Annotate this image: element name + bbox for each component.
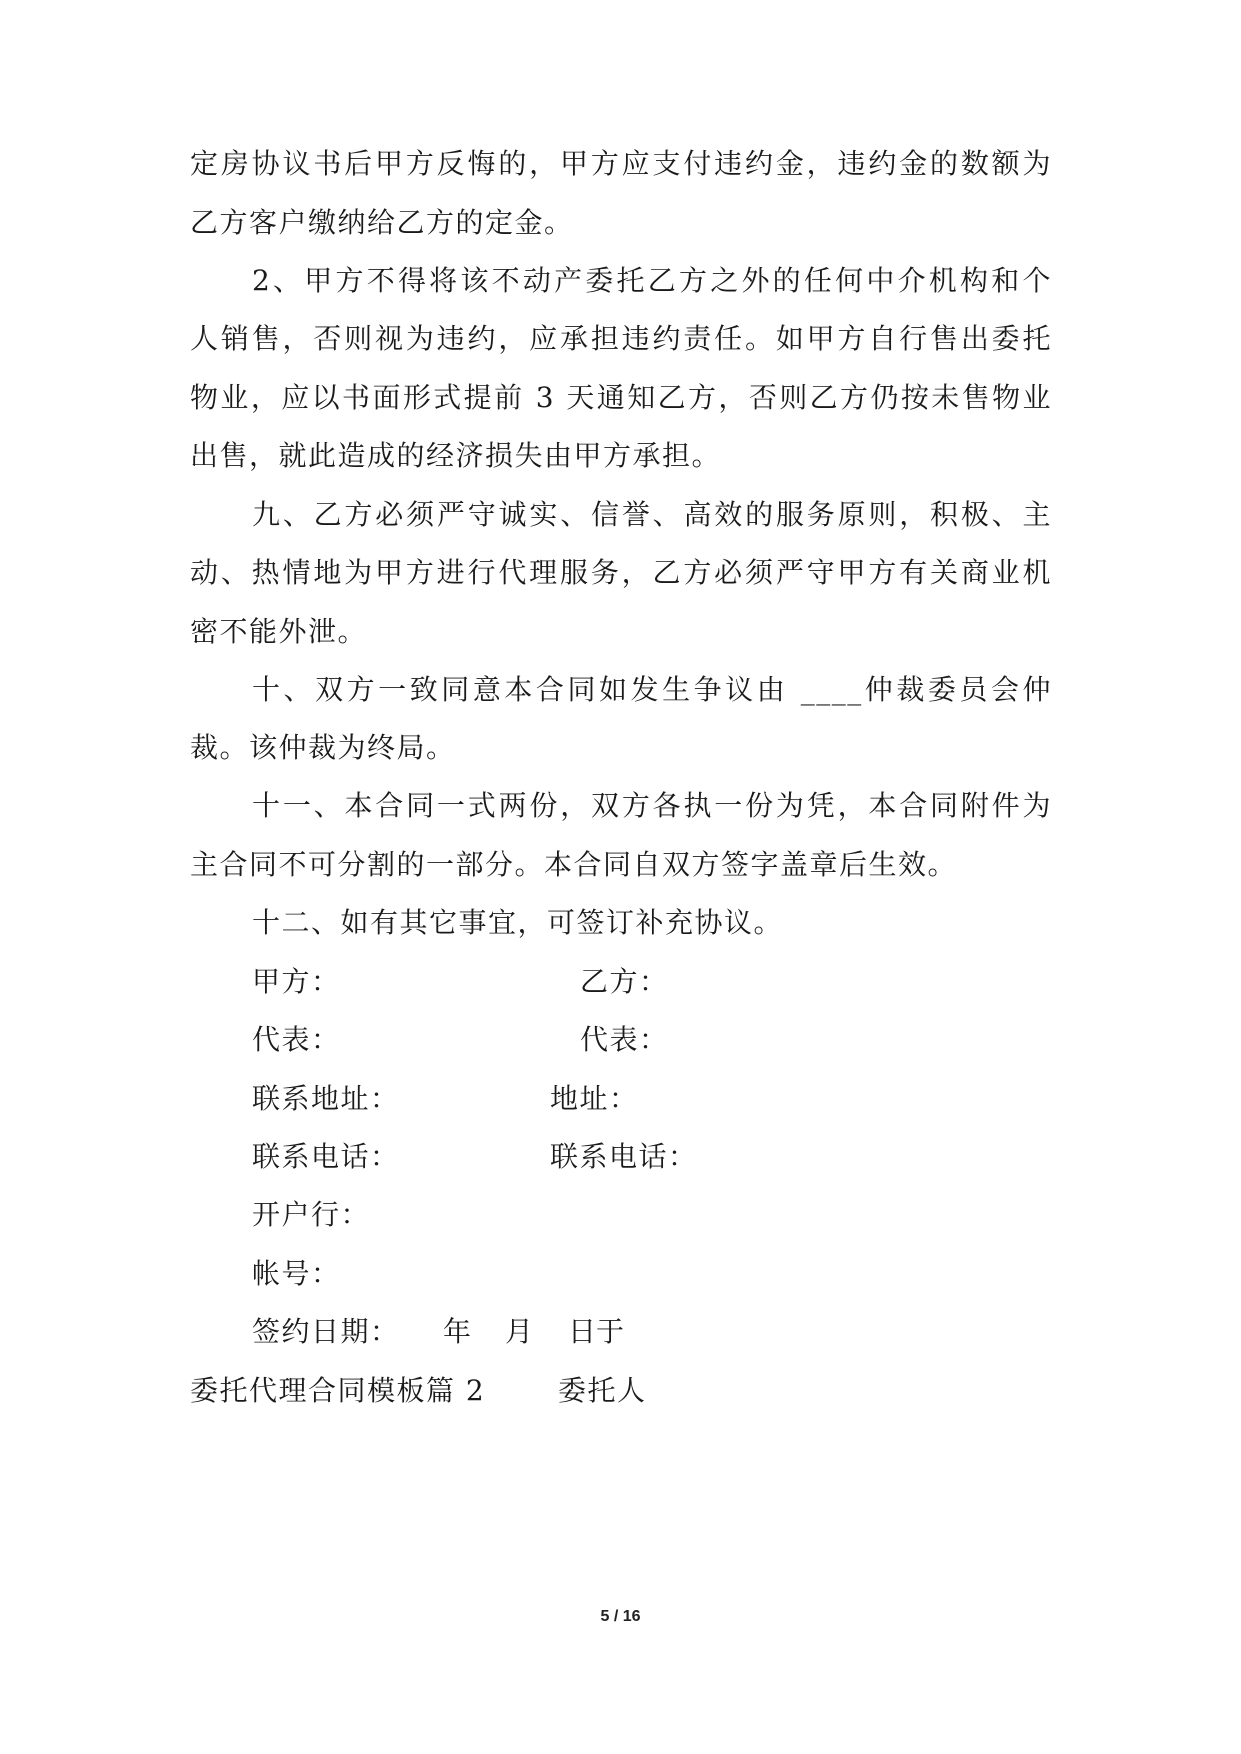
text-line: 裁。该仲裁为终局。 [190, 731, 456, 764]
text-line: 人销售，否则视为违约，应承担违约责任。如甲方自行售出委托 [190, 322, 1052, 355]
text-line: 出售，就此造成的经济损失由甲方承担。 [190, 439, 722, 472]
sign-date-month: 月 [505, 1315, 534, 1348]
page-number: 5 / 16 [600, 1608, 641, 1625]
text-line: 十二、如有其它事宜，可签订补充协议。 [252, 906, 784, 939]
text-line: 密不能外泄。 [190, 615, 368, 648]
party-b-label: 乙方： [580, 965, 669, 998]
sign-date-day: 日于 [568, 1315, 625, 1348]
text-line: 乙方客户缴纳给乙方的定金。 [190, 206, 574, 239]
text-line: 十一、本合同一式两份，双方各执一份为凭，本合同附件为 [252, 789, 1052, 822]
phone-a-label: 联系电话： [252, 1140, 400, 1173]
sign-date-label: 签约日期： [252, 1315, 400, 1348]
sign-date-year: 年 [443, 1315, 472, 1348]
text-line: 定房协议书后甲方反悔的，甲方应支付违约金，违约金的数额为 [190, 147, 1052, 180]
address-b-label: 地址： [550, 1082, 639, 1115]
text-line: 2、甲方不得将该不动产委托乙方之外的任何中介机构和个 [252, 264, 1052, 297]
bank-label: 开户行： [252, 1198, 371, 1231]
phone-b-label: 联系电话： [550, 1140, 698, 1173]
account-label: 帐号： [252, 1257, 341, 1290]
text-line: 十、双方一致同意本合同如发生争议由 ____仲裁委员会仲 [252, 673, 1052, 706]
text-line: 主合同不可分割的一部分。本合同自双方签字盖章后生效。 [190, 848, 958, 881]
party-a-label: 甲方： [252, 965, 341, 998]
text-line: 动、热情地为甲方进行代理服务，乙方必须严守甲方有关商业机 [190, 556, 1052, 589]
rep-a-label: 代表： [252, 1023, 341, 1056]
rep-b-label: 代表： [580, 1023, 669, 1056]
text-line: 九、乙方必须严守诚实、信誉、高效的服务原则，积极、主 [252, 498, 1052, 531]
address-a-label: 联系地址： [252, 1082, 400, 1115]
next-section-party: 委托人 [558, 1374, 647, 1407]
text-line: 物业，应以书面形式提前 3 天通知乙方，否则乙方仍按未售物业 [190, 381, 1052, 414]
next-section-title: 委托代理合同模板篇 2 [190, 1374, 486, 1407]
